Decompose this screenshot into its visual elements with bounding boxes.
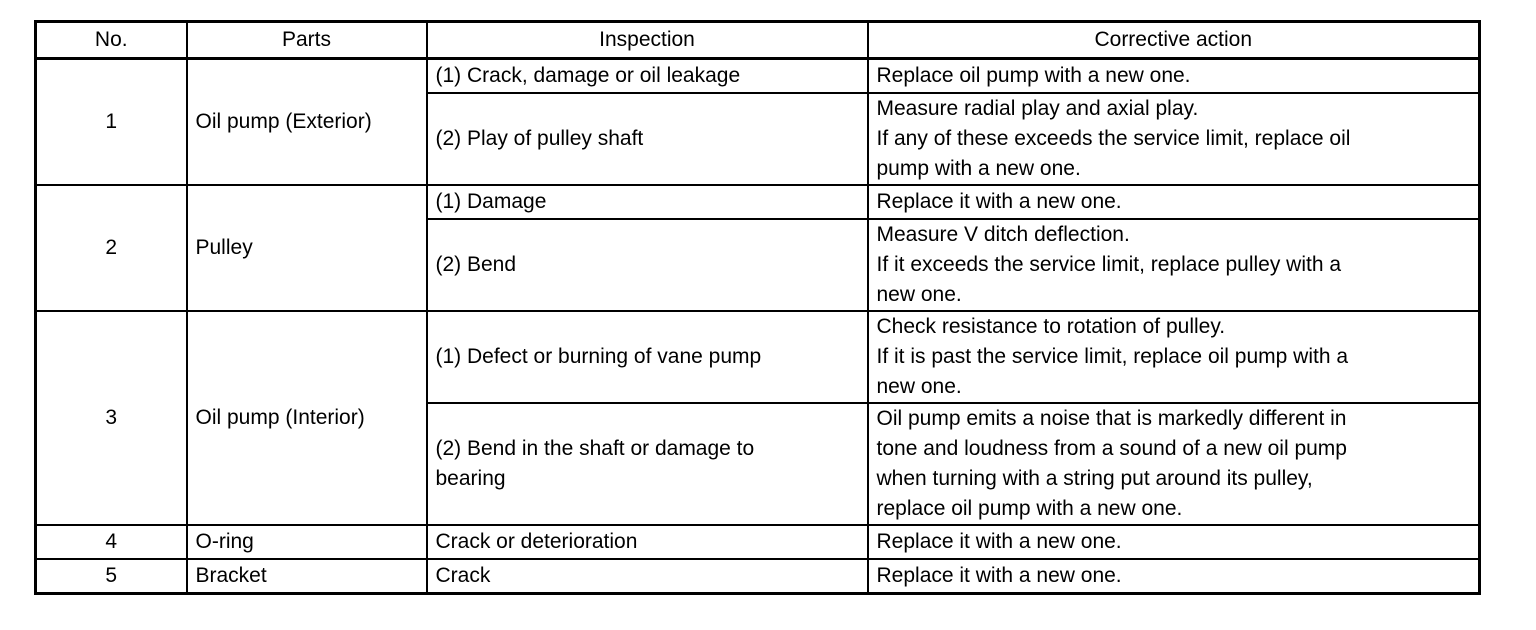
item-number: 4 xyxy=(36,525,187,559)
corrective-action-line: Oil pump emits a noise that is markedly different in xyxy=(876,407,1347,430)
corrective-action-line: If it is past the service limit, replace oil pump with a xyxy=(876,345,1349,368)
inspection-item xyxy=(427,93,868,185)
part-name: O-ring xyxy=(187,525,427,559)
corrective-action-line: Replace oil pump with a new one. xyxy=(876,64,1191,87)
inspection-item xyxy=(427,525,868,559)
corrective-action xyxy=(868,93,1480,185)
part-name: Oil pump (Interior) xyxy=(187,311,427,525)
inspection-item-line: (2) Bend xyxy=(435,253,517,276)
corrective-action-line: new one. xyxy=(876,283,962,306)
corrective-action xyxy=(868,185,1480,219)
corrective-action xyxy=(868,59,1480,94)
inspection-item-line: (1) Defect or burning of vane pump xyxy=(435,345,762,368)
corrective-action-line: Check resistance to rotation of pulley. xyxy=(876,315,1226,338)
corrective-action xyxy=(868,525,1480,559)
inspection-item xyxy=(427,219,868,311)
corrective-action xyxy=(868,219,1480,311)
item-number: 3 xyxy=(36,311,187,525)
header-no: No. xyxy=(36,22,187,59)
corrective-action-line: Replace it with a new one. xyxy=(876,564,1122,587)
table-body xyxy=(36,59,1480,594)
inspection-item-line: (2) Bend in the shaft or damage to xyxy=(435,437,755,460)
corrective-action-line: If any of these exceeds the service limit, replace oil xyxy=(876,127,1351,150)
header-inspection: Inspection xyxy=(427,22,868,59)
inspection-sheet xyxy=(34,20,1478,595)
corrective-action-line: pump with a new one. xyxy=(876,157,1081,180)
corrective-action-line: Replace it with a new one. xyxy=(876,190,1122,213)
table-row xyxy=(36,59,1480,94)
header-corrective-action: Corrective action xyxy=(868,22,1480,59)
item-number: 2 xyxy=(36,185,187,311)
corrective-action-line: when turning with a string put around its pulley, xyxy=(876,467,1313,490)
table-header xyxy=(36,22,1480,59)
header-parts: Parts xyxy=(187,22,427,59)
inspection-item xyxy=(427,403,868,525)
corrective-action-line: new one. xyxy=(876,375,962,398)
inspection-table xyxy=(34,20,1481,595)
item-number: 5 xyxy=(36,559,187,594)
item-number: 1 xyxy=(36,59,187,186)
inspection-item xyxy=(427,311,868,403)
corrective-action-line: Measure V ditch deflection. xyxy=(876,223,1130,246)
inspection-item-line: Crack xyxy=(435,564,491,587)
inspection-item xyxy=(427,185,868,219)
inspection-item-line: (1) Damage xyxy=(435,190,547,213)
corrective-action xyxy=(868,403,1480,525)
table-row xyxy=(36,311,1480,403)
corrective-action-line: tone and loudness from a sound of a new oil pump xyxy=(876,437,1347,460)
corrective-action-line: If it exceeds the service limit, replace pulley with a xyxy=(876,253,1342,276)
corrective-action-line: Replace it with a new one. xyxy=(876,530,1122,553)
inspection-item-line: Crack or deterioration xyxy=(435,530,638,553)
part-name: Pulley xyxy=(187,185,427,311)
corrective-action xyxy=(868,311,1480,403)
part-name: Bracket xyxy=(187,559,427,594)
inspection-item-line: (2) Play of pulley shaft xyxy=(435,127,644,150)
header-row xyxy=(36,22,1480,59)
table-row xyxy=(36,185,1480,219)
part-name: Oil pump (Exterior) xyxy=(187,59,427,186)
inspection-item xyxy=(427,59,868,94)
corrective-action-line: replace oil pump with a new one. xyxy=(876,497,1183,520)
inspection-item xyxy=(427,559,868,594)
table-row xyxy=(36,559,1480,594)
inspection-item-line: (1) Crack, damage or oil leakage xyxy=(435,64,741,87)
corrective-action-line: Measure radial play and axial play. xyxy=(876,97,1199,120)
corrective-action xyxy=(868,559,1480,594)
table-row xyxy=(36,525,1480,559)
inspection-item-line: bearing xyxy=(435,467,506,490)
